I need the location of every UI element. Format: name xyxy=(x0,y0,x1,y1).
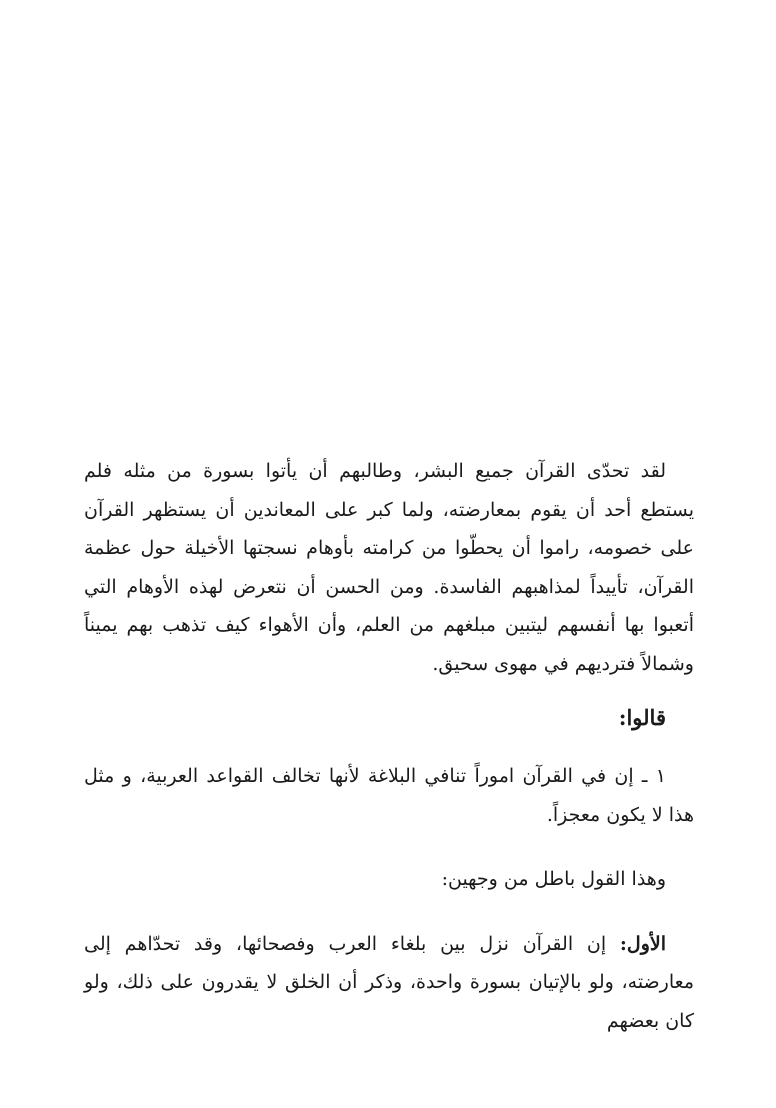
first-point-text: إن القرآن نزل بين بلغاء العرب وفصحائها، وقد تحدّاهم إلى معارضته، ولو بالإتيان بسورة واحدة، وذكر أن الخلق لا يقدرون على ذلك، ولو كان بعضهم xyxy=(84,932,694,1032)
rebuttal-intro: وهذا القول باطل من وجهين: xyxy=(441,868,666,890)
section-heading: قالوا: xyxy=(618,705,666,730)
first-point-label: الأول: xyxy=(619,932,666,955)
intro-paragraph: لقد تحدّى القرآن جميع البشر، وطالبهم أن يأتوا بسورة من مثله فلم يستطع أحد أن يقوم بمعارضته، ولما كبر على المعاندين أن يستظهر القرآن على خصومه، راموا أن يحطّوا من كرامته بأوهام نسجتها الأخيلة حول عظمة القرآن، تأييداً لمذاهبهم الفاسدة. ومن الحسن أن نتعرض لهذه الأوهام التي أتعبوا بها أنفسهم ليتبين مبلغهم من العلم، وأن الأهواء كيف تذهب بهم يميناً وشمالاً فترديهم في مهوى سحيق. xyxy=(84,460,694,675)
first-point-paragraph xyxy=(84,925,694,1041)
page-body xyxy=(84,452,694,1040)
claim-one-paragraph: ١ ـ إن في القرآن اموراً تنافي البلاغة لأنها تخالف القواعد العربية، و مثل هذا لا يكون معجزاً. xyxy=(84,765,694,826)
